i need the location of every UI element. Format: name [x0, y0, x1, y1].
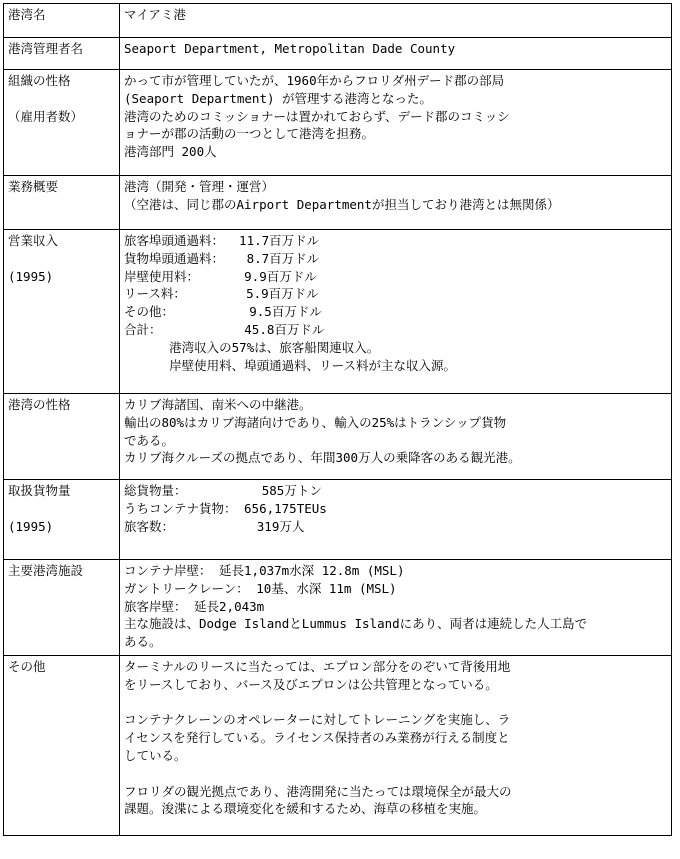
- row-value-line: コンテナ岸壁： 延長1,037m水深 12.8m (MSL): [124, 563, 405, 578]
- row-value-cell: [120, 394, 672, 480]
- paragraph-spacer: [124, 694, 668, 712]
- row-label-cell: [4, 656, 120, 836]
- row-value-cell: [120, 70, 672, 176]
- row-value-line: 港湾のためのコミッショナーは置かれておらず、デード郡のコミッシ: [124, 108, 510, 124]
- row-label: 港湾名: [8, 7, 46, 22]
- row-label: 港湾の性格: [8, 397, 71, 412]
- label-spacer: [8, 90, 116, 108]
- row-value-cell: [120, 480, 672, 560]
- row-value-line: ョナーが郡の活動の一つとして港湾を担務。: [124, 126, 375, 142]
- table-row-port-manager: [4, 38, 672, 70]
- row-value-line: 合計： 45.8百万ドル: [124, 321, 325, 337]
- row-label-cell: [4, 394, 120, 480]
- row-value-line: 輸出の80%はカリブ海諸向けであり、輸入の25%はトランシップ貨物: [124, 414, 507, 430]
- row-label: 港湾管理者名: [8, 41, 84, 56]
- row-label-cell: [4, 4, 120, 38]
- row-value-cell: [120, 176, 672, 230]
- row-value-line: （空港は、同じ郡のAirport Departmentが担当しており港湾とは無関係）: [124, 196, 560, 212]
- row-value-line: (Seaport Department) が管理する港湾となった。: [124, 90, 433, 106]
- row-value-line: かって市が管理していたが、1960年からフロリダ州デード郡の部局: [124, 73, 505, 88]
- row-label: 組織の性格: [8, 73, 71, 88]
- row-value-line: ガントリークレーン： 10基、水深 11m (MSL): [124, 580, 397, 596]
- port-profile-table: [3, 3, 672, 836]
- row-label-cell: [4, 230, 120, 394]
- row-value-line: カリブ海諸国、南米への中継港。: [124, 397, 312, 412]
- table-row-port-character: [4, 394, 672, 480]
- paragraph-spacer: [124, 765, 668, 783]
- row-value-line: 課題。浚渫による環境変化を緩和するため、海草の移植を実施。: [124, 801, 487, 817]
- row-label: 主要港湾施設: [8, 563, 84, 578]
- row-label: （雇用者数）: [8, 108, 84, 124]
- row-value-line: 旅客岸壁： 延長2,043m: [124, 598, 265, 614]
- row-value-line: カリブ海クルーズの拠点であり、年間300万人の乗降客のある観光港。: [124, 450, 521, 466]
- label-spacer: [8, 500, 116, 518]
- row-value-line: 総貨物量： 585万トン: [124, 483, 322, 498]
- row-value-line: イセンスを発行している。ライセンス保持者のみ業務が行える制度と: [124, 730, 510, 746]
- row-value-line: ターミナルのリースに当たっては、エプロン部分をのぞいて背後用地: [124, 659, 511, 674]
- row-value-line: 貨物埠頭通過料： 8.7百万ドル: [124, 250, 320, 266]
- row-value-line: コンテナクレーンのオペレーターに対してトレーニングを実施し、ラ: [124, 712, 511, 728]
- row-value-line: Seaport Department, Metropolitan Dade County: [124, 41, 456, 56]
- table-row-operating-revenue: [4, 230, 672, 394]
- row-label-cell: [4, 480, 120, 560]
- row-value-line: をリースしており、バース及びエプロンは公共管理となっている。: [124, 676, 498, 692]
- table-row-business-overview: [4, 176, 672, 230]
- row-label: 営業収入: [8, 233, 59, 248]
- row-value-line: ある。: [124, 634, 162, 650]
- label-spacer: [8, 250, 116, 268]
- row-label-cell: [4, 176, 120, 230]
- row-value-line: 港湾（開発・管理・運営）: [124, 179, 275, 194]
- table-row-main-facilities: [4, 560, 672, 656]
- row-value-cell: [120, 656, 672, 836]
- row-value-line: リース料： 5.9百万ドル: [124, 286, 319, 302]
- row-label: 取扱貨物量: [8, 483, 71, 498]
- row-value-line: 岸壁使用料： 9.9百万ドル: [124, 268, 317, 284]
- row-value-line: 主な施設は、Dodge IslandとLummus Islandにあり、両者は連続した人工島で: [124, 616, 588, 632]
- row-label: その他: [8, 659, 46, 674]
- row-value-line: 岸壁使用料、埠頭通過料、リース料が主な収入源。: [124, 357, 457, 373]
- table-row-organization: [4, 70, 672, 176]
- row-value-line: 港湾部門 200人: [124, 144, 217, 160]
- row-value-line: うちコンテナ貨物： 656,175TEUs: [124, 500, 327, 516]
- row-label-cell: [4, 560, 120, 656]
- row-value-line: フロリダの観光拠点であり、港湾開発に当たっては環境保全が最大の: [124, 783, 512, 799]
- row-value-cell: [120, 4, 672, 38]
- table-row-cargo-volume: [4, 480, 672, 560]
- row-value-cell: [120, 560, 672, 656]
- row-value-cell: [120, 38, 672, 70]
- row-value-line: 旅客埠頭通過料： 11.7百万ドル: [124, 233, 320, 248]
- row-label: (1995): [8, 268, 54, 284]
- row-label-cell: [4, 70, 120, 176]
- table-body: [4, 4, 672, 836]
- row-value-line: 港湾収入の57%は、旅客船関連収入。: [124, 339, 380, 355]
- row-label-cell: [4, 38, 120, 70]
- row-value-line: その他： 9.5百万ドル: [124, 304, 322, 320]
- row-label: (1995): [8, 518, 54, 534]
- row-value-line: である。: [124, 432, 175, 448]
- row-value-line: している。: [124, 747, 187, 763]
- table-row-port-name: [4, 4, 672, 38]
- row-value-line: マイアミ港: [124, 7, 186, 22]
- row-label: 業務概要: [8, 179, 59, 194]
- row-value-line: 旅客数： 319万人: [124, 518, 305, 534]
- row-value-cell: [120, 230, 672, 394]
- table-row-other-notes: [4, 656, 672, 836]
